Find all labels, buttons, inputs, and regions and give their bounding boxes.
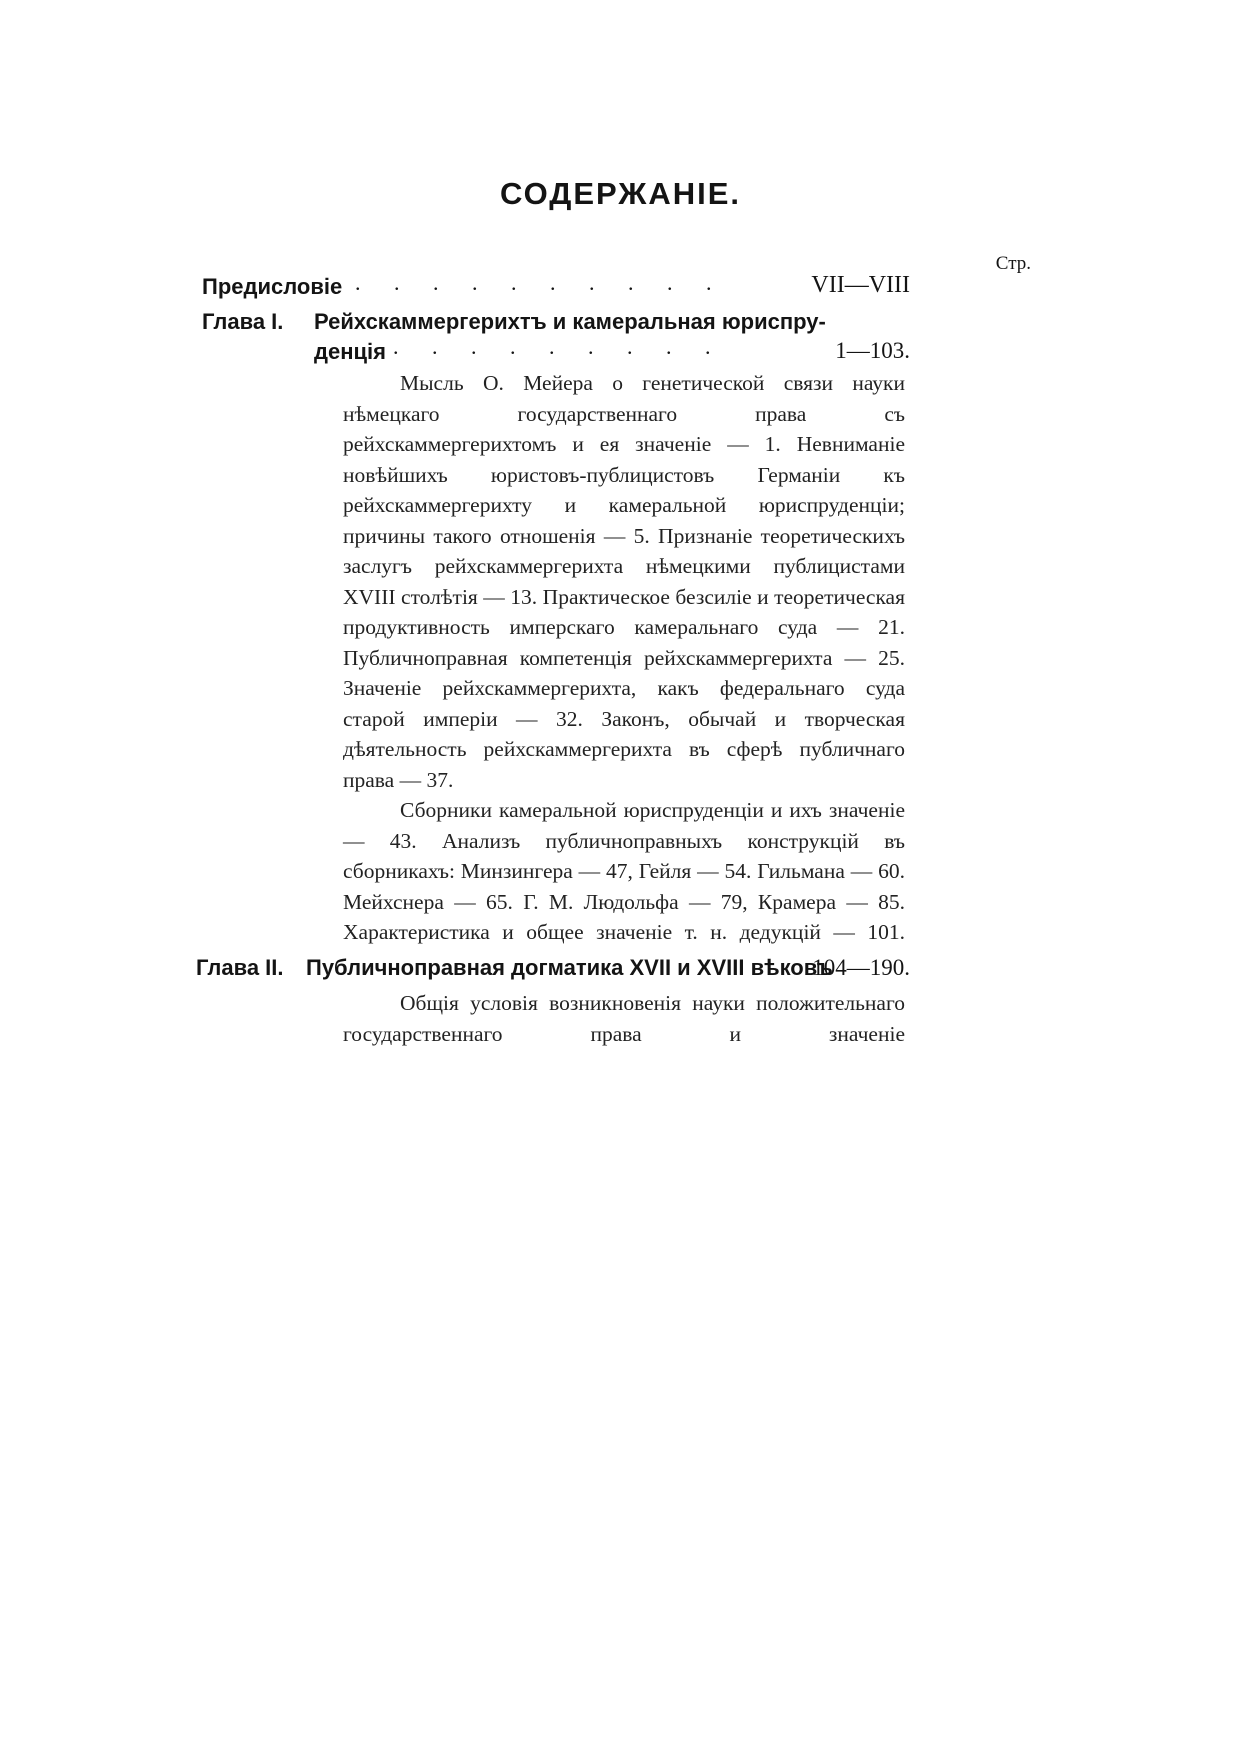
toc-entry-preface-leaders: . . . . . . . . . . [355, 270, 726, 295]
page-title: СОДЕРЖАНІЕ. [499, 176, 742, 211]
toc-chapter-2-title: Публичноправная догматика XVII и XVIII вѣковъ [306, 955, 833, 980]
toc-entry-preface-label: Предисловіе [202, 274, 343, 299]
toc-chapter-2-pages: 104—190. [812, 955, 910, 980]
toc-chapter-1-leaders: . . . . . . . . . [393, 334, 725, 359]
toc-chapter-1-pages: 1—103. [835, 338, 910, 363]
toc-chapter-1-title-line2: денція [314, 339, 386, 364]
page-column-label: Стр. [995, 253, 1031, 274]
toc-chapter-2-summary [343, 988, 905, 1049]
toc-chapter-2-summary-paragraph: Общія условія возникновенія науки положительнаго государственнаго права и значеніе [343, 991, 905, 1046]
toc-chapter-2-label: Глава II. [196, 955, 284, 980]
toc-chapter-1-summary [343, 368, 905, 948]
toc-chapter-1-summary-paragraph: Сборники камеральной юриспруденціи и ихъ значеніе — 43. Анализъ публичноправныхъ конструкцій въ сборникахъ: Минзингера — 47, Гейля — 54. Гильмана — 60. Мейхснера — 65. Г. М. Людольфа — 79, Крамера — 85. Характеристика и общее значеніе т. н. дедукцій — 101. [343, 798, 905, 944]
toc-chapter-1-title-line1: Рейхскаммергерихтъ и камеральная юриспру- [314, 309, 826, 334]
toc-chapter-1-label: Глава I. [202, 309, 284, 334]
toc-chapter-1-summary-paragraph: Мысль О. Мейера о генетической связи науки нѣмецкаго государственнаго права съ рейхскаммергерихтомъ и ея значеніе — 1. Невниманіе новѣйшихъ юристовъ-публицистовъ Германіи къ рейхскаммергерихту и камеральной юриспруденціи; причины такого отношенія — 5. Признаніе теоретическихъ заслугъ рейхскаммергерихта нѣмецкими публицистами XVIII столѣтія — 13. Практическое безсиліе и теоретическая продуктивность имперскаго камеральнаго суда — 21. Публичноправная компетенція рейхскаммергерихта — 25. Значеніе рейхскаммергерихта, какъ федеральнаго суда старой имперіи — 32. Законъ, обычай и творческая дѣятельность рейхскаммергерихта въ сферѣ публичнаго права — 37. [343, 371, 905, 792]
toc-entry-preface-pages: VII—VIII [811, 272, 910, 298]
